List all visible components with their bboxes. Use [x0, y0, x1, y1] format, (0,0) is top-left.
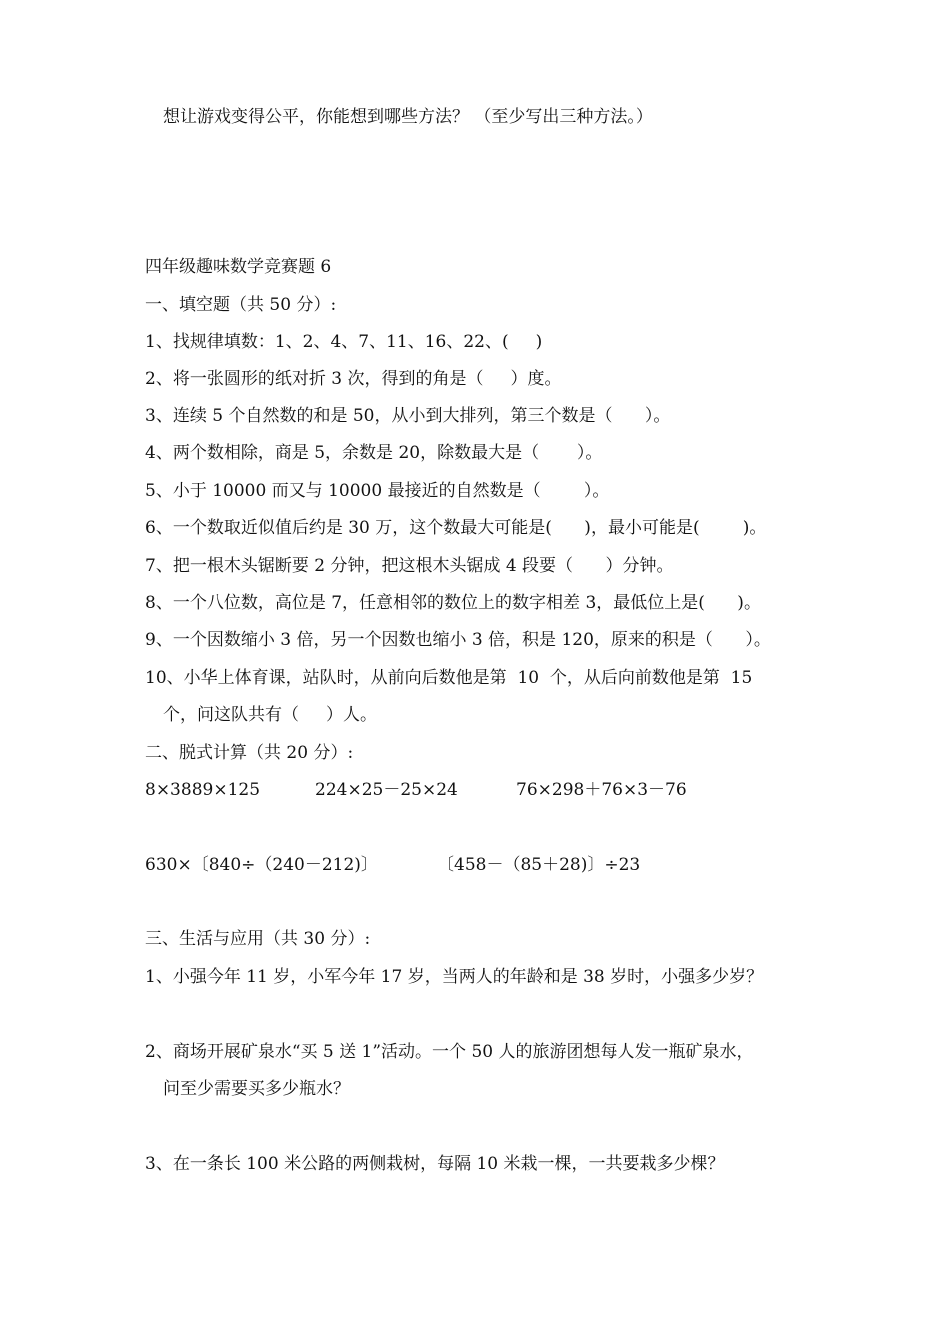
calc-expression-5: 〔458－（85＋28)〕÷23 [437, 855, 641, 875]
fill-item-8: 8、一个八位数，高位是 7，任意相邻的数位上的数字相差 3，最低位上是( )。 [145, 593, 761, 613]
page-title: 四年级趣味数学竞赛题 6 [145, 257, 332, 277]
fill-item-1: 1、找规律填数：1、2、4、7、11、16、22、( ) [145, 332, 543, 352]
fill-item-6: 6、一个数取近似值后约是 30 万，这个数最大可能是( )，最小可能是( )。 [145, 518, 767, 538]
section3-heading: 三、生活与应用（共 30 分）: [145, 929, 371, 949]
fill-item-10-continued: 个，问这队共有（ ）人。 [163, 705, 378, 725]
fill-item-3: 3、连续 5 个自然数的和是 50，从小到大排列，第三个数是（ ）。 [145, 406, 671, 426]
calc-expression-4: 630×〔840÷（240－212)〕 [145, 855, 378, 875]
word-problem-2-continued: 问至少需要买多少瓶水？ [163, 1079, 350, 1099]
calc-expression-1: 8×3889×125 [145, 780, 261, 800]
fill-item-4: 4、两个数相除，商是 5，余数是 20，除数最大是（ ）。 [145, 443, 603, 463]
word-problem-2: 2、商场开展矿泉水“买 5 送 1”活动。一个 50 人的旅游团想每人发一瓶矿泉水， [145, 1042, 754, 1062]
section2-heading: 二、脱式计算（共 20 分）: [145, 743, 354, 763]
section1-heading: 一、填空题（共 50 分）: [145, 295, 337, 315]
word-problem-3: 3、在一条长 100 米公路的两侧栽树，每隔 10 米栽一棵，一共要栽多少棵？ [145, 1154, 725, 1174]
calc-expression-2: 224×25－25×24 [315, 780, 458, 800]
fill-item-10: 10、小华上体育课，站队时，从前向后数他是第 10 个，从后向前数他是第 15 [145, 668, 753, 688]
intro-question: 想让游戏变得公平，你能想到哪些方法？ （至少写出三种方法。） [163, 107, 653, 127]
fill-item-9: 9、一个因数缩小 3 倍，另一个因数也缩小 3 倍，积是 120，原来的积是（ ）。 [145, 630, 771, 650]
fill-item-7: 7、把一根木头锯断要 2 分钟，把这根木头锯成 4 段要（ ）分钟。 [145, 556, 674, 576]
calc-expression-3: 76×298＋76×3－76 [516, 780, 687, 800]
word-problem-1: 1、小强今年 11 岁，小军今年 17 岁，当两人的年龄和是 38 岁时，小强多少岁？ [145, 967, 764, 987]
fill-item-2: 2、将一张圆形的纸对折 3 次，得到的角是（ ）度。 [145, 369, 562, 389]
fill-item-5: 5、小于 10000 而又与 10000 最接近的自然数是（ ）。 [145, 481, 610, 501]
